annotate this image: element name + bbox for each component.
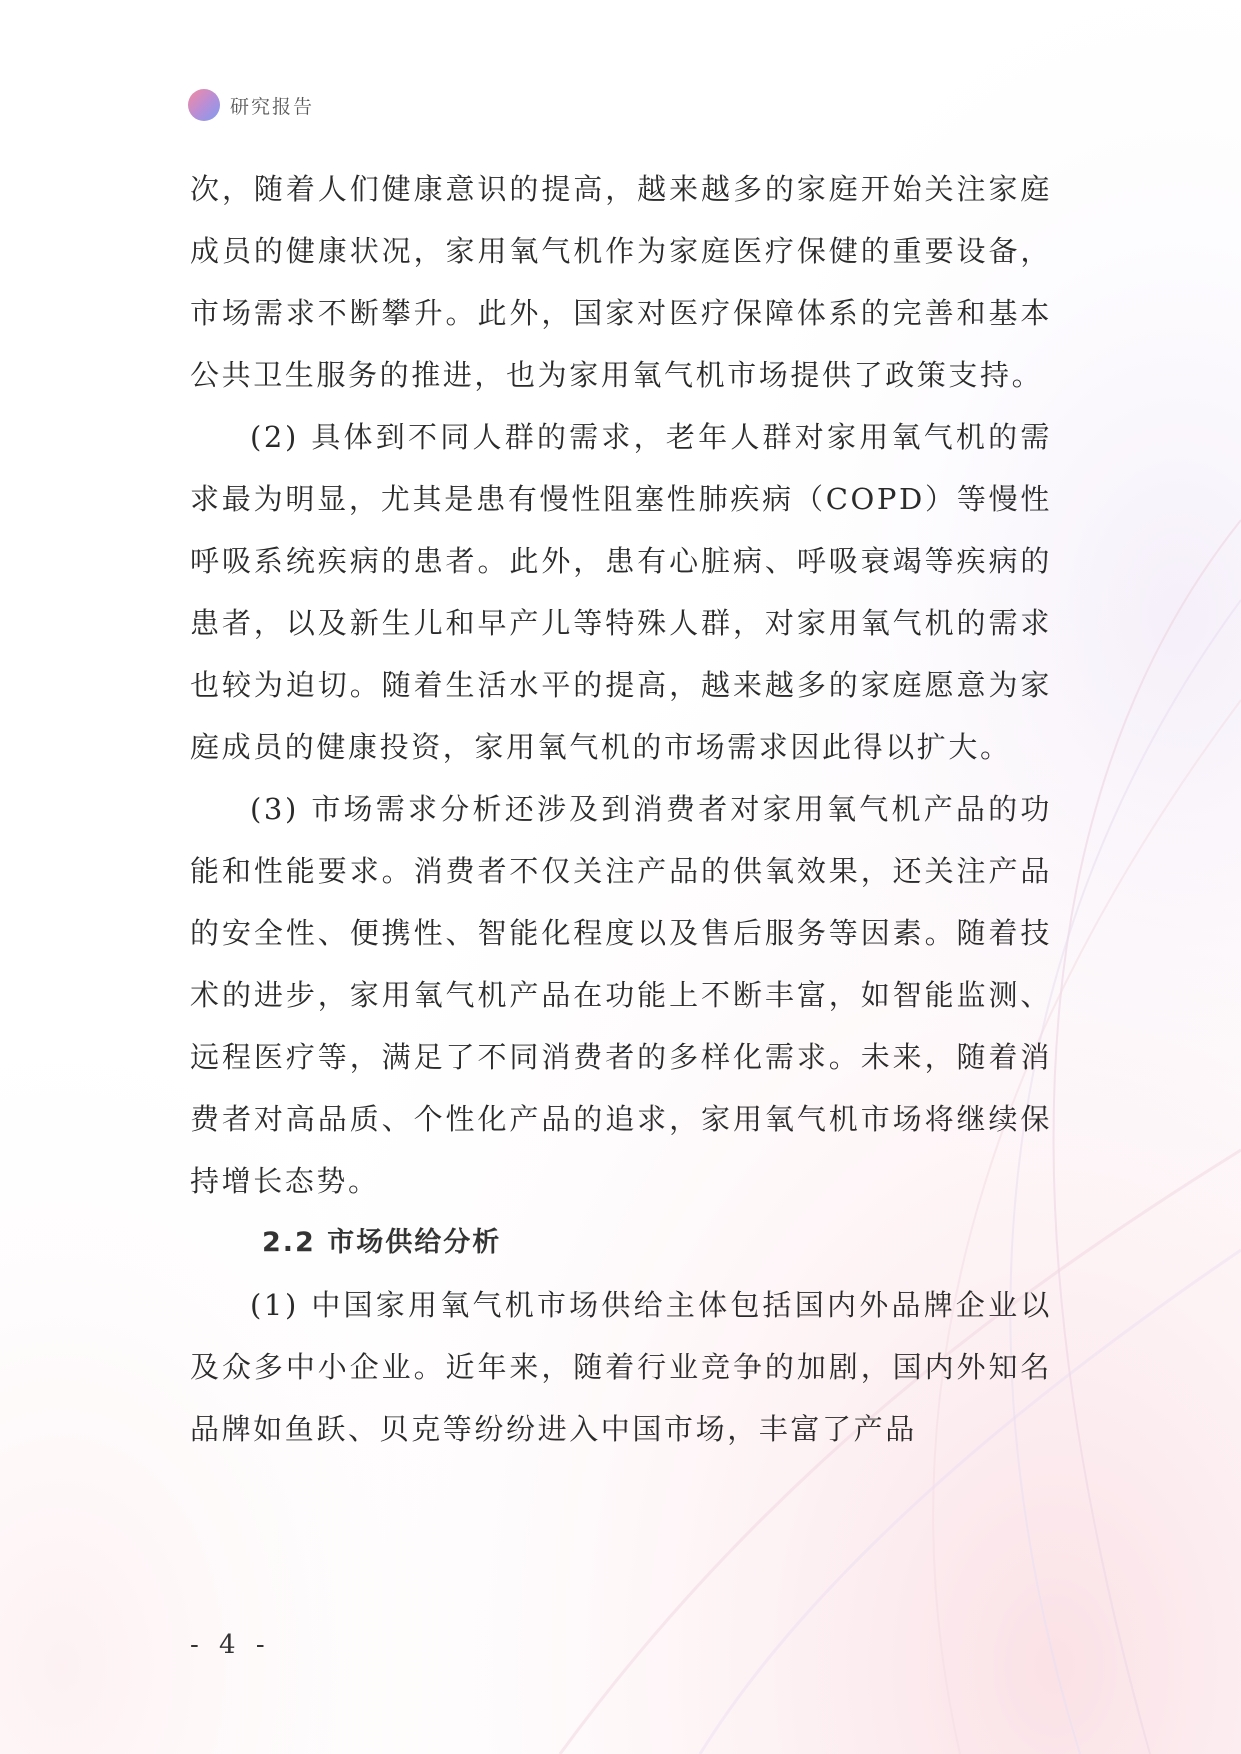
paragraph-continuation: 次，随着人们健康意识的提高，越来越多的家庭开始关注家庭成员的健康状况，家用氧气机作为家庭医疗保健的重要设备，市场需求不断攀升。此外，国家对医疗保障体系的完善和基本公共卫生服务的推进，也为家用氧气机市场提供了政策支持。 bbox=[190, 172, 1052, 392]
document-body bbox=[190, 158, 1052, 1460]
header-title: 研究报告 bbox=[230, 95, 315, 118]
report-header bbox=[188, 88, 314, 122]
section-heading: 2.2 市场供给分析 bbox=[262, 1227, 502, 1258]
page-number: - 4 - bbox=[190, 1630, 271, 1660]
logo-circle-icon bbox=[188, 89, 220, 121]
paragraph-supply-entities: (1) 中国家用氧气机市场供给主体包括国内外品牌企业以及众多中小企业。近年来，随着行业竞争的加剧，国内外知名品牌如鱼跃、贝克等纷纷进入中国市场，丰富了产品 bbox=[190, 1288, 1052, 1446]
paragraph-demand-groups: (2) 具体到不同人群的需求，老年人群对家用氧气机的需求最为明显，尤其是患有慢性阻塞性肺疾病（COPD）等慢性呼吸系统疾病的患者。此外，患有心脏病、呼吸衰竭等疾病的患者，以及新生儿和早产儿等特殊人群，对家用氧气机的需求也较为迫切。随着生活水平的提高，越来越多的家庭愿意为家庭成员的健康投资，家用氧气机的市场需求因此得以扩大。 bbox=[190, 420, 1052, 764]
paragraph-product-requirements: (3) 市场需求分析还涉及到消费者对家用氧气机产品的功能和性能要求。消费者不仅关注产品的供氧效果，还关注产品的安全性、便携性、智能化程度以及售后服务等因素。随着技术的进步，家用氧气机产品在功能上不断丰富，如智能监测、远程医疗等，满足了不同消费者的多样化需求。未来，随着消费者对高品质、个性化产品的追求，家用氧气机市场将继续保持增长态势。 bbox=[190, 792, 1052, 1198]
